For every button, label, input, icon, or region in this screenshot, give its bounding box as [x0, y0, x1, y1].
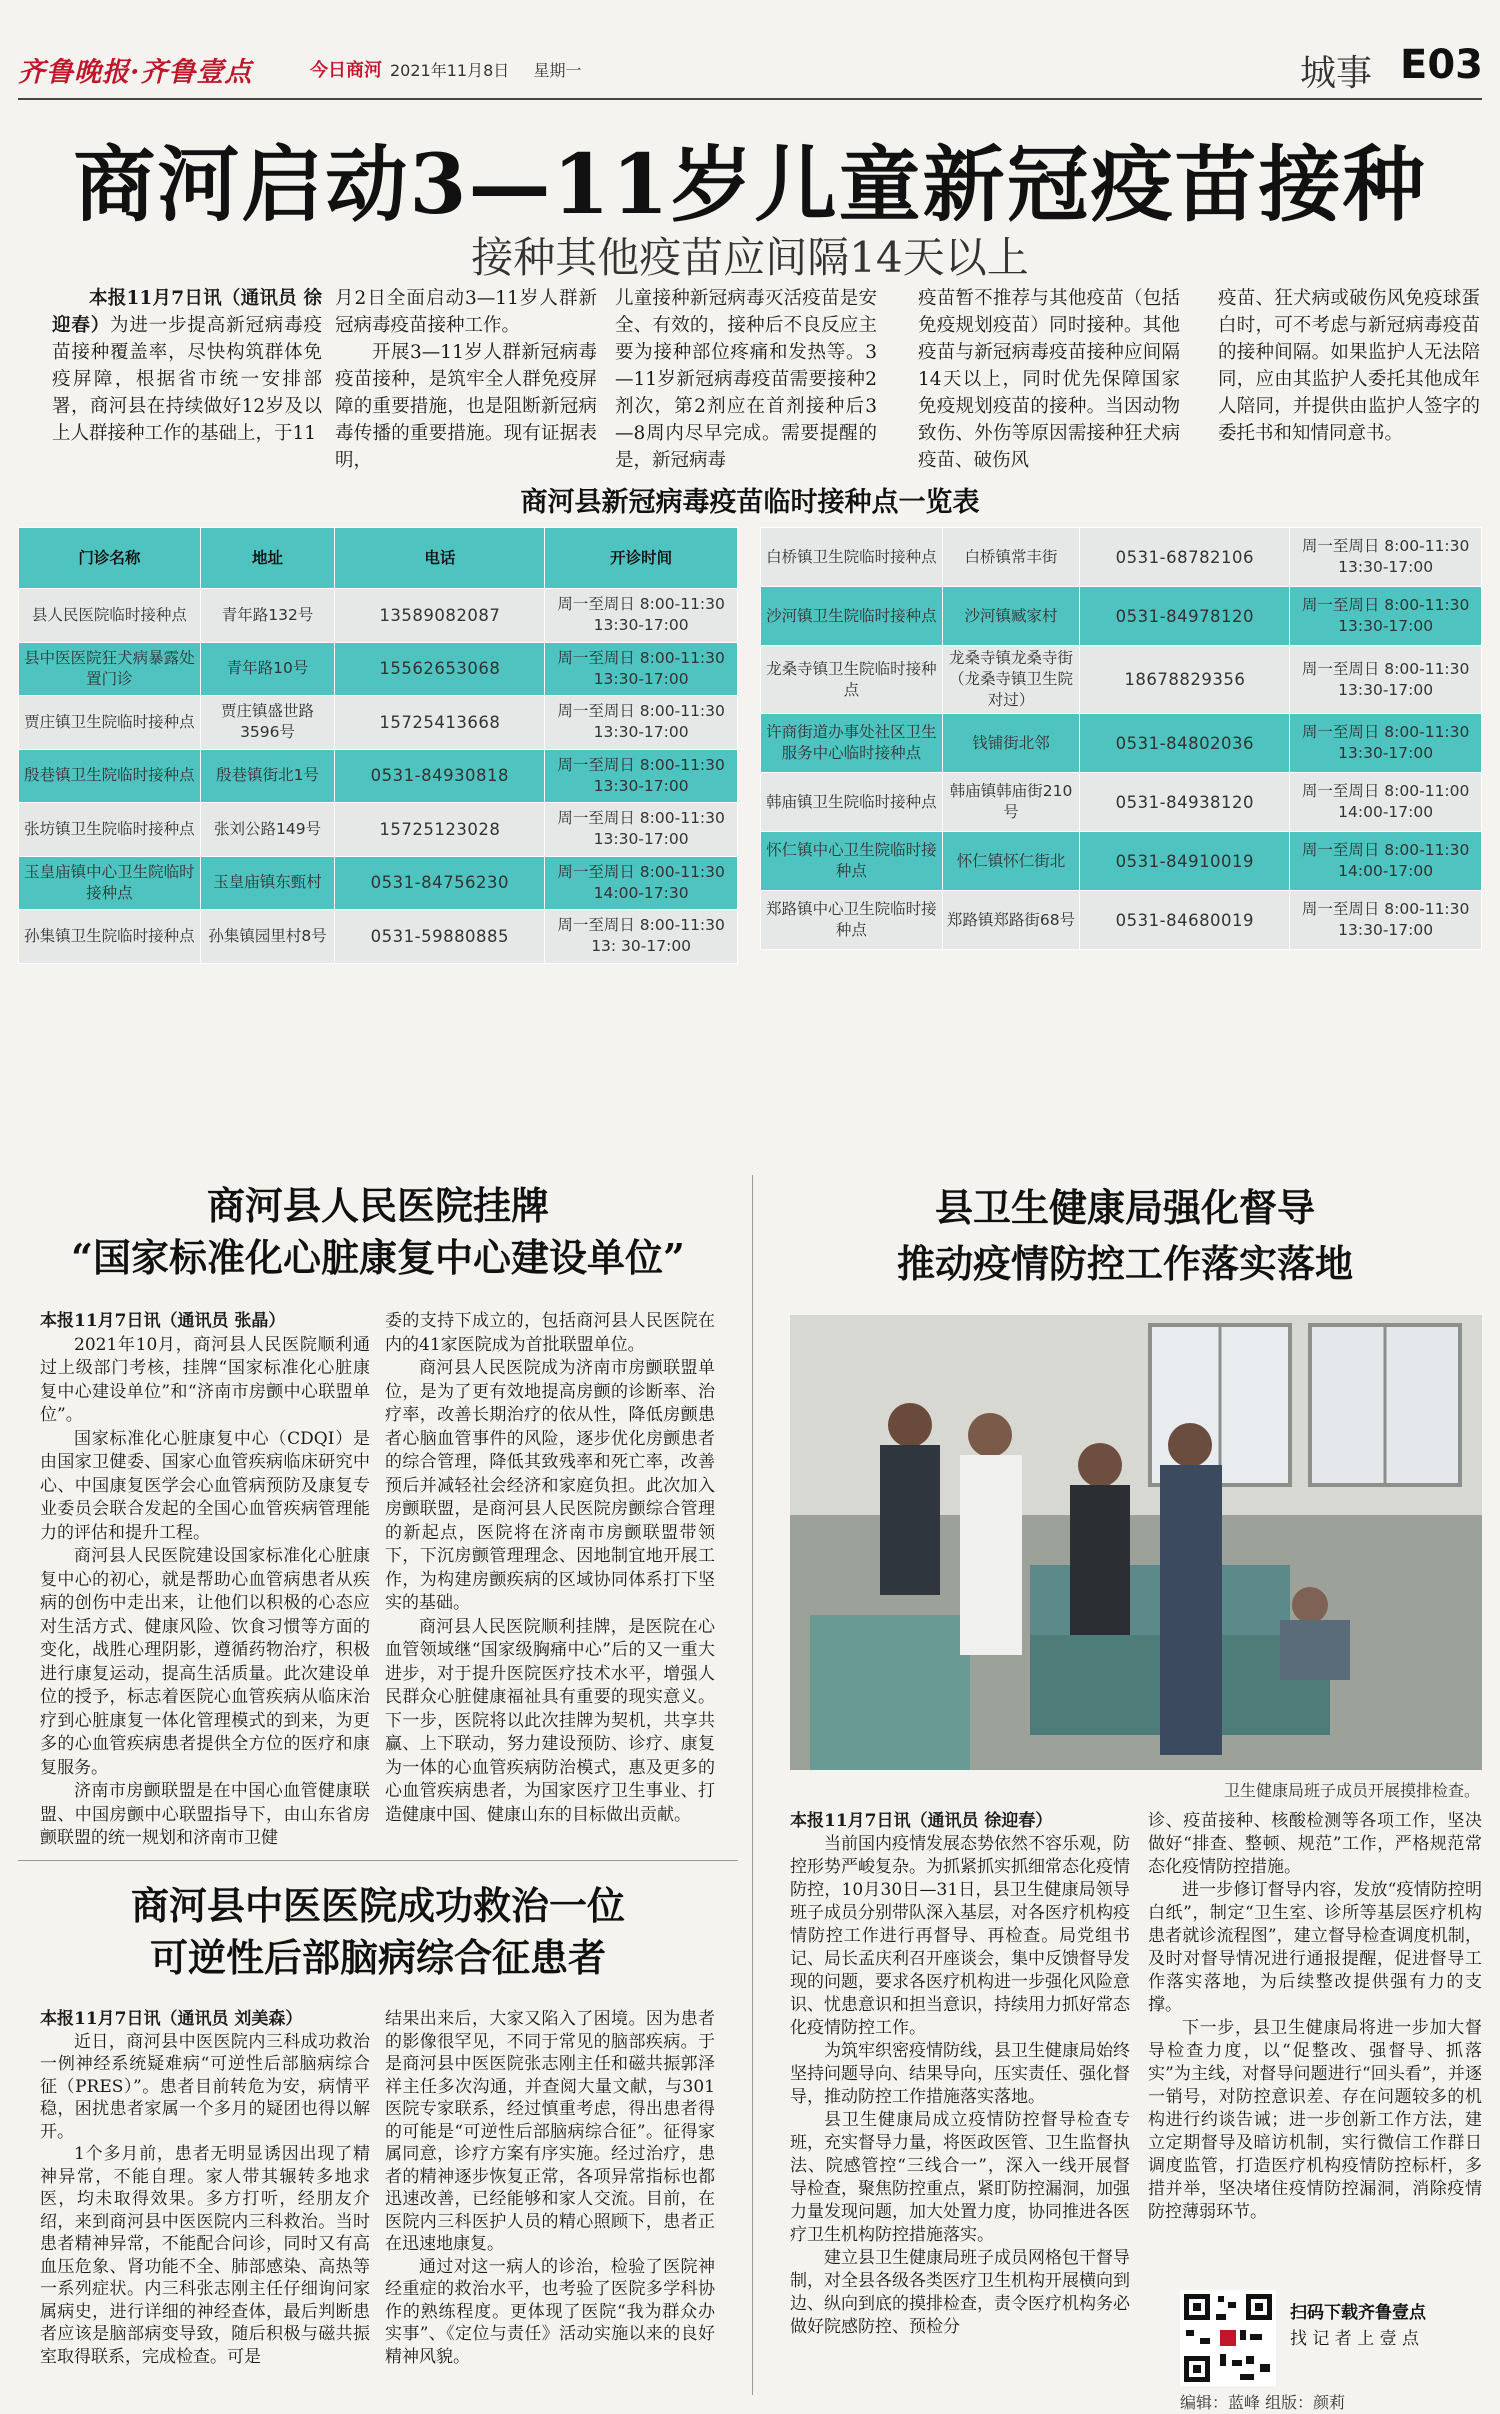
table-cell-hours: 周一至周日 8:00-11:30 13:30-17:00 — [1290, 528, 1482, 587]
heart-p6: 商河县人民医院成为济南市房颤联盟单位，是为了更有效地提高房颤的诊断率、治疗率，改善长期治疗的依从性，降低房颤患者心脑血管事件的风险，逐步优化房颤患者的综合管理，降低其致残率和死亡率，改善预后并减轻社会经济和家庭负担。此次加入房颤联盟，是商河县人民医院房颤综合管理的新起点，医院将在济南市房颤联盟带领下，下沉房颤管理理念、因地制宜地开展工作，为构建房颤疾病的区域协同体系打下坚实的基础。 — [385, 1358, 715, 1613]
table-cell-phone: 13589082087 — [335, 589, 545, 643]
bureau-p6: 进一步修订督导内容，发放“疫情防控明白纸”，制定“卫生室、诊所等基层医疗机构患者就诊流程图”，建立督导检查调度机制，及时对督导情况进行通报提醒，促进督导工作落实落地，为后续整改提供强有力的支撑。 — [1148, 1880, 1482, 2015]
qr-promo-line-1: 扫码下载齐鲁壹点 — [1290, 2303, 1426, 2323]
table-cell-phone: 0531-84802036 — [1080, 714, 1290, 773]
header-hours: 开诊时间 — [545, 528, 738, 589]
issue-date: 2021年11月8日 — [390, 61, 510, 80]
table-cell-hours: 周一至周日 8:00-11:30 13:30-17:00 — [1290, 646, 1482, 714]
table-row — [761, 891, 1482, 950]
table-cell-address: 贾庄镇盛世路3596号 — [200, 696, 335, 750]
tcm-p3: 结果出来后，大家又陷入了困境。因为患者的影像很罕见，不同于常见的脑部疾病。于是商河县中医医院张志刚主任和磁共振郭泽祥主任多次沟通，并查阅大量文献，与301医院专家联系，经过慎重考虑，得出患者得的可能是“可逆性后部脑病综合征”。征得家属同意，诊疗方案有序实施。经过治疗，患者的精神逐步恢复正常，各项异常指标也都迅速改善，已经能够和家人交流。目前，在医院内三科医护人员的精心照顾下，患者正在迅速地康复。 — [385, 2009, 715, 2254]
main-text-2a: 月2日全面启动3—11岁人群新冠病毒疫苗接种工作。 — [335, 288, 597, 336]
table-row — [761, 773, 1482, 832]
heart-article-col-2 — [385, 1310, 715, 1827]
table-cell-name: 玉皇庙镇中心卫生院临时接种点 — [19, 856, 201, 910]
main-text-1: 为进一步提高新冠病毒疫苗接种覆盖率，尽快构筑群体免疫屏障，根据省市统一安排部署，商河县在持续做好12岁及以上人群接种工作的基础上，于11 — [52, 315, 322, 444]
table-cell-address: 白桥镇常丰街 — [942, 528, 1080, 587]
table-row — [761, 714, 1482, 773]
header-divider — [18, 98, 1482, 100]
bureau-p7: 下一步，县卫生健康局将进一步加大督导检查力度，以“促整改、强督导、抓落实”为主线，对督导问题进行“回头看”，并逐一销号，对防控意识差、存在问题较多的机构进行约谈告诫；进一步创新工作方法，建立定期督导及暗访机制，实行微信工作群日调度监管，打造医疗机构疫情防控标杆，多措并举，坚决堵住疫情防控漏洞，消除疫情防控薄弱环节。 — [1148, 2018, 1482, 2222]
inspection-photo-illustration — [790, 1315, 1482, 1770]
table-cell-name: 白桥镇卫生院临时接种点 — [761, 528, 943, 587]
main-article-col-2 — [335, 285, 597, 474]
table-cell-name: 孙集镇卫生院临时接种点 — [19, 910, 201, 964]
table-cell-phone: 0531-84910019 — [1080, 832, 1290, 891]
header-clinic-name: 门诊名称 — [19, 528, 201, 589]
table-row — [761, 832, 1482, 891]
main-headline: 商河启动3—11岁儿童新冠疫苗接种 — [73, 137, 1427, 233]
table-cell-hours: 周一至周日 8:00-11:30 13:30-17:00 — [1290, 587, 1482, 646]
table-cell-address: 孙集镇园里村8号 — [200, 910, 335, 964]
table-cell-name: 韩庙镇卫生院临时接种点 — [761, 773, 943, 832]
tcm-p1: 近日，商河县中医医院内三科成功救治一例神经系统疑难病“可逆性后部脑病综合征（PRES）”。患者目前转危为安，病情平稳，困扰患者家属一个多月的疑团也得以解开。 — [40, 2031, 370, 2142]
table-cell-hours: 周一至周日 8:00-11:30 13:30-17:00 — [1290, 891, 1482, 950]
main-text-3: 儿童接种新冠病毒灭活疫苗是安全、有效的，接种后不良反应主要为接种部位疼痛和发热等。3—11岁新冠病毒疫苗需要接种2剂次，第2剂应在首剂接种后3—8周内尽早完成。需要提醒的是，新冠病毒 — [615, 288, 877, 471]
column-divider — [752, 1175, 753, 2395]
tcm-dateline: 本报11月7日讯（通讯员 刘美森） — [40, 2009, 303, 2029]
table-cell-phone: 15725413668 — [335, 696, 545, 750]
table-cell-address: 怀仁镇怀仁街北 — [942, 832, 1080, 891]
section-subtitle: 今日商河 — [310, 60, 382, 81]
table-cell-name: 龙桑寺镇卫生院临时接种点 — [761, 646, 943, 714]
table-cell-hours: 周一至周日 8:00-11:30 13:30-17:00 — [545, 749, 738, 803]
bureau-article-headline — [765, 1180, 1485, 1292]
table-body-left — [19, 589, 738, 964]
table-cell-phone: 0531-84680019 — [1080, 891, 1290, 950]
table-cell-address: 沙河镇臧家村 — [942, 587, 1080, 646]
table-cell-hours: 周一至周日 8:00-11:30 13:30-17:00 — [1290, 714, 1482, 773]
heart-p4: 济南市房颤联盟是在中国心血管健康联盟、中国房颤中心联盟指导下，由山东省房颤联盟的统一规划和济南市卫健 — [40, 1781, 370, 1848]
tcm-p2: 1个多月前，患者无明显诱因出现了精神异常，不能自理。家人带其辗转多地求医，均未取得效果。多方打听，经朋友介绍，来到商河县中医医院内三科救治。当时患者精神异常，不能配合问诊，同时又有高血压危象、肾功能不全、肺部感染、高热等一系列症状。内三科张志刚主任仔细询问家属病史，进行详细的神经查体，最后判断患者应该是脑部病变导致，随后积极与磁共振室取得联系，完成检查。可是 — [40, 2144, 370, 2367]
table-cell-hours: 周一至周日 8:00-11:30 13:30-17:00 — [545, 642, 738, 696]
table-cell-phone: 0531-84756230 — [335, 856, 545, 910]
table-cell-address: 玉皇庙镇东甄村 — [200, 856, 335, 910]
table-body-right — [761, 528, 1482, 950]
table-cell-address: 殷巷镇街北1号 — [200, 749, 335, 803]
table-row — [19, 642, 738, 696]
table-cell-name: 县中医医院狂犬病暴露处置门诊 — [19, 642, 201, 696]
table-cell-address: 张刘公路149号 — [200, 803, 335, 857]
main-dateline: 本报11月7日讯（通讯员 徐迎春） — [52, 288, 322, 336]
table-cell-phone: 15562653068 — [335, 642, 545, 696]
table-cell-phone: 0531-59880885 — [335, 910, 545, 964]
main-text-2b: 开展3—11岁人群新冠病毒疫苗接种，是筑牢全人群免疫屏障的重要措施，也是阻断新冠病毒传播的重要措施。现有证据表明， — [335, 342, 597, 471]
heart-p5: 委的支持下成立的，包括商河县人民医院在内的41家医院成为首批联盟单位。 — [385, 1311, 715, 1355]
table-cell-name: 沙河镇卫生院临时接种点 — [761, 587, 943, 646]
main-text-4: 疫苗暂不推荐与其他疫苗（包括免疫规划疫苗）同时接种。其他疫苗与新冠病毒疫苗接种应间隔14天以上，同时优先保障国家免疫规划疫苗的接种。当因动物致伤、外伤等原因需接种狂犬病疫苗、破伤风 — [918, 288, 1180, 471]
heart-p3: 商河县人民医院建设国家标准化心脏康复中心的初心，就是帮助心血管病患者从疾病的创伤中走出来，让他们以积极的心态应对生活方式、健康风险、饮食习惯等方面的变化，战胜心理阴影，遵循药物治疗，积极进行康复运动，提高生活质量。此次建设单位的授予，标志着医院心血管疾病从临床治疗到心脏康复一体化管理模式的到来，为更多的心血管疾病患者提供全方位的医疗和康复服务。 — [40, 1546, 370, 1778]
bureau-article-col-2 — [1148, 1810, 1482, 2224]
tcm-title-line-1: 商河县中医医院成功救治一位 — [130, 1883, 625, 1928]
heart-title-line-2: “国家标准化心脏康复中心建设单位” — [71, 1235, 685, 1280]
heart-title-line-1: 商河县人民医院挂牌 — [206, 1183, 549, 1228]
table-cell-name: 县人民医院临时接种点 — [19, 589, 201, 643]
table-cell-phone: 0531-84938120 — [1080, 773, 1290, 832]
table-cell-hours: 周一至周日 8:00-11:30 13:30-17:00 — [545, 589, 738, 643]
table-row — [761, 646, 1482, 714]
heart-p1: 2021年10月，商河县人民医院顺利通过上级部门考核，挂牌“国家标准化心脏康复中心建设单位”和“济南市房颤中心联盟单位”。 — [40, 1334, 370, 1425]
table-cell-phone: 18678829356 — [1080, 646, 1290, 714]
heart-article-col-1 — [40, 1310, 370, 1851]
header-address: 地址 — [200, 528, 335, 589]
qr-promo-text — [1290, 2300, 1426, 2352]
heart-p7: 商河县人民医院顺利挂牌，是医院在心血管领域继“国家级胸痛中心”后的又一重大进步，对于提升医院医疗技术水平，增强人民群众心脏健康福祉具有重要的现实意义。下一步，医院将以此次挂牌为契机，共享共赢、上下联动，努力建设预防、诊疗、康复为一体的心血管疾病防治模式，惠及更多的心血管疾病患者，为国家医疗卫生事业、打造健康中国、健康山东的目标做出贡献。 — [385, 1616, 715, 1825]
bureau-title-line-1: 县卫生健康局强化督导 — [934, 1185, 1315, 1230]
table-row — [19, 803, 738, 857]
table-row — [19, 749, 738, 803]
table-row — [19, 856, 738, 910]
page-number: E03 — [1400, 42, 1483, 88]
table-cell-address: 钱铺街北邻 — [942, 714, 1080, 773]
table-cell-hours: 周一至周日 8:00-11:30 13:30-17:00 — [545, 803, 738, 857]
table-cell-address: 青年路132号 — [200, 589, 335, 643]
table-cell-name: 郑路镇中心卫生院临时接种点 — [761, 891, 943, 950]
table-cell-phone: 0531-84978120 — [1080, 587, 1290, 646]
bureau-title-line-2: 推动疫情防控工作落实落地 — [896, 1241, 1353, 1286]
table-cell-phone: 15725123028 — [335, 803, 545, 857]
heart-article-headline — [18, 1180, 738, 1284]
vaccination-table-left — [18, 527, 738, 964]
qr-promo-line-2: 找 记 者 上 壹 点 — [1290, 2329, 1420, 2349]
qr-code-graphic — [1180, 2290, 1276, 2386]
table-cell-address: 青年路10号 — [200, 642, 335, 696]
bureau-p5: 诊、疫苗接种、核酸检测等各项工作，坚决做好“排查、整顿、规范”工作，严格规范常态化疫情防控措施。 — [1148, 1811, 1482, 1877]
table-cell-name: 怀仁镇中心卫生院临时接种点 — [761, 832, 943, 891]
table-cell-address: 韩庙镇韩庙街210号 — [942, 773, 1080, 832]
editor-credit: 编辑：蓝峰 组版：颜莉 — [1180, 2393, 1346, 2412]
table-cell-phone: 0531-84930818 — [335, 749, 545, 803]
main-article-col-5 — [1218, 285, 1480, 447]
main-article-col-3 — [615, 285, 877, 474]
table-row — [19, 589, 738, 643]
table-cell-name: 殷巷镇卫生院临时接种点 — [19, 749, 201, 803]
issue-date-line — [390, 58, 581, 81]
main-article-col-4 — [918, 285, 1180, 474]
tcm-article-col-2 — [385, 2008, 715, 2368]
table-cell-address: 龙桑寺镇龙桑寺街（龙桑寺镇卫生院对过） — [942, 646, 1080, 714]
table-cell-name: 许商街道办事处社区卫生服务中心临时接种点 — [761, 714, 943, 773]
inspection-photo — [790, 1315, 1482, 1770]
table-cell-address: 郑路镇郑路街68号 — [942, 891, 1080, 950]
main-text-5: 疫苗、狂犬病或破伤风免疫球蛋白时，可不考虑与新冠病毒疫苗的接种间隔。如果监护人无法陪同，应由其监护人委托其他成年人陪同，并提供由监护人签字的委托书和知情同意书。 — [1218, 288, 1480, 444]
masthead-logo: 齐鲁晚报·齐鲁壹点 — [18, 57, 253, 88]
table-cell-hours: 周一至周日 8:00-11:30 13:30-17:00 — [545, 696, 738, 750]
table-row — [19, 696, 738, 750]
table-cell-hours: 周一至周日 8:00-11:30 13: 30-17:00 — [545, 910, 738, 964]
table-row — [19, 910, 738, 964]
tcm-title-line-2: 可逆性后部脑病综合征患者 — [149, 1935, 606, 1980]
table-cell-name: 贾庄镇卫生院临时接种点 — [19, 696, 201, 750]
table-cell-name: 张坊镇卫生院临时接种点 — [19, 803, 201, 857]
table-title: 商河县新冠病毒疫苗临时接种点一览表 — [520, 487, 980, 518]
bureau-p4: 建立县卫生健康局班子成员网格包干督导制，对全县各级各类医疗卫生机构开展横向到边、纵向到底的摸排检查，责令医疗机构务必做好院感防控、预检分 — [790, 2248, 1130, 2337]
issue-weekday: 星期一 — [533, 61, 582, 80]
tcm-article-col-1 — [40, 2008, 370, 2368]
heart-p2: 国家标准化心脏康复中心（CDQI）是由国家卫健委、国家心血管疾病临床研究中心、中国康复医学会心血管病预防及康复专业委员会联合发起的全国心血管疾病管理能力的评估和提升工程。 — [40, 1428, 370, 1543]
divider — [18, 1860, 738, 1861]
section-name: 城事 — [1300, 53, 1373, 94]
bureau-p1: 当前国内疫情发展态势依然不容乐观，防控形势严峻复杂。为抓紧抓实抓细常态化疫情防控，10月30日—31日，县卫生健康局领导班子成员分别带队深入基层，对各医疗机构疫情防控工作进行再督导、再检查。局党组书记、局长孟庆利召开座谈会，集中反馈督导发现的问题，要求各医疗机构进一步强化风险意识、忧患意识和担当意识，持续用力抓好常态化疫情防控工作。 — [790, 1834, 1130, 2038]
table-cell-phone: 0531-68782106 — [1080, 528, 1290, 587]
table-row — [761, 528, 1482, 587]
tcm-article-headline — [18, 1880, 738, 1984]
main-article-col-1 — [52, 285, 322, 447]
bureau-p2: 为筑牢织密疫情防线，县卫生健康局始终坚持问题导向、结果导向，压实责任、强化督导，推动防控工作措施落实落地。 — [790, 2041, 1130, 2107]
header-phone: 电话 — [335, 528, 545, 589]
tcm-p4: 通过对这一病人的诊治，检验了医院神经重症的救治水平，也考验了医院多学科协作的熟练程度。更体现了医院“我为群众办实事”、《定位与责任》活动实施以来的良好精神风貌。 — [385, 2256, 715, 2367]
table-cell-hours: 周一至周日 8:00-11:30 14:00-17:30 — [545, 856, 738, 910]
heart-dateline: 本报11月7日讯（通讯员 张晶） — [40, 1311, 286, 1331]
table-cell-hours: 周一至周日 8:00-11:30 14:00-17:00 — [1290, 832, 1482, 891]
photo-caption: 卫生健康局班子成员开展摸排检查。 — [1223, 1781, 1480, 1800]
vaccination-table-right — [760, 527, 1482, 950]
bureau-dateline: 本报11月7日讯（通讯员 徐迎春） — [790, 1811, 1053, 1831]
main-subheadline: 接种其他疫苗应间隔14天以上 — [471, 233, 1029, 282]
table-row — [761, 587, 1482, 646]
bureau-p3: 县卫生健康局成立疫情防控督导检查专班，充实督导力量，将医政医管、卫生监督执法、院感管控“三线合一”，深入一线开展督导检查，聚焦防控重点，紧盯防控漏洞，加强力量发现问题，加大处置力度，协同推进各医疗卫生机构防控措施落实。 — [790, 2110, 1130, 2245]
bureau-article-col-1 — [790, 1810, 1130, 2339]
table-cell-hours: 周一至周日 8:00-11:00 14:00-17:00 — [1290, 773, 1482, 832]
qr-code[interactable] — [1180, 2290, 1276, 2386]
